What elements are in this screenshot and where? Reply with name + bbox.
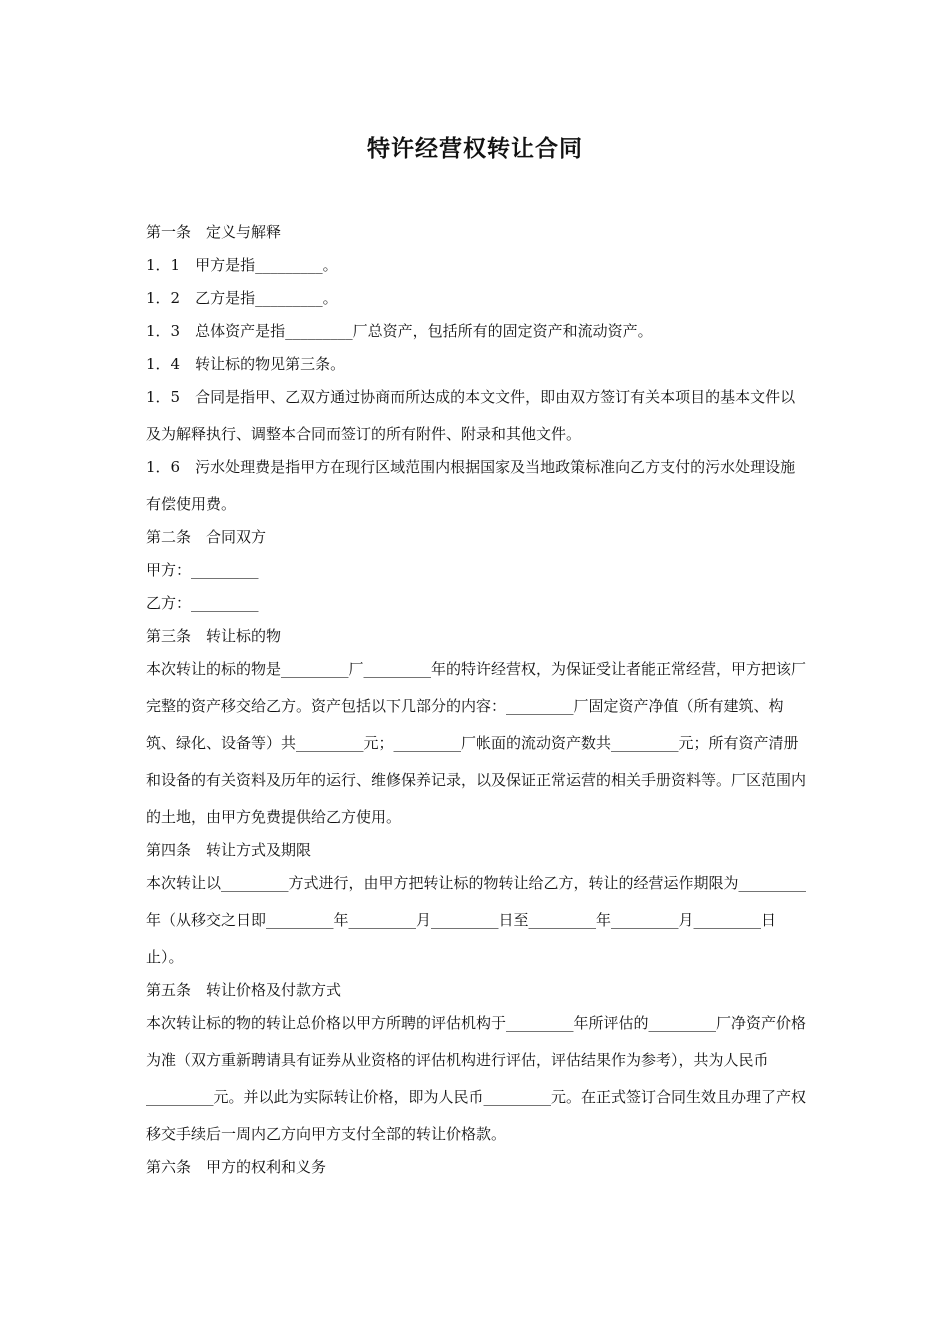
article-3-heading: 第三条 转让标的物 [146,627,282,645]
article-6-heading: 第六条 甲方的权利和义务 [146,1158,327,1176]
article-3-body: 本次转让的标的物是_________厂_________年的特许经营权，为保证受让者能正常经营，甲方把该厂完整的资产移交给乙方。资产包括以下几部分的内容：_________厂固定资产净值（所有建筑、构筑、绿化、设备等）共_________元；_________厂帐面的流动资产数共_________元；所有资产清册和设备的有关资料及历年的运行、维修保养记录，以及保证正常运营的相关手册资料等。厂区范围内的土地，由甲方免费提供给乙方使用。 [146,660,807,826]
document-title: 特许经营权转让合同 [367,136,583,162]
article-4-body: 本次转让以_________方式进行，由甲方把转让标的物转让给乙方，转让的经营运作期限为_________年（从移交之日即_________年_________月_________日至_________年_________月_________日止）。 [146,874,807,966]
article-1-heading: 第一条 定义与解释 [146,223,282,241]
article-5-heading: 第五条 转让价格及付款方式 [146,981,342,999]
clause-1-4: 1．4 转让标的物见第三条。 [146,355,346,373]
clause-1-2: 1．2 乙方是指_________。 [146,289,338,307]
clause-1-3: 1．3 总体资产是指_________厂总资产，包括所有的固定资产和流动资产。 [146,322,653,340]
document-body [146,220,810,1188]
article-4-heading: 第四条 转让方式及期限 [146,841,312,859]
party-a-line: 甲方：_________ [146,561,259,579]
article-2-heading: 第二条 合同双方 [146,528,267,546]
article-5-body: 本次转让标的物的转让总价格以甲方所聘的评估机构于_________年所评估的_________厂净资产价格为准（双方重新聘请具有证券从业资格的评估机构进行评估，评估结果作为参考），共为人民币_________元。并以此为实际转让价格，即为人民币_________元。在正式签订合同生效且办理了产权移交手续后一周内乙方向甲方支付全部的转让价格款。 [146,1014,807,1143]
clause-1-5: 1．5 合同是指甲、乙双方通过协商而所达成的本文文件，即由双方签订有关本项目的基本文件以及为解释执行、调整本合同而签订的所有附件、附录和其他文件。 [146,388,796,443]
clause-1-1: 1．1 甲方是指_________。 [146,256,338,274]
clause-1-6: 1．6 污水处理费是指甲方在现行区域范围内根据国家及当地政策标准向乙方支付的污水处理设施有偿使用费。 [146,458,796,513]
party-b-line: 乙方：_________ [146,594,259,612]
